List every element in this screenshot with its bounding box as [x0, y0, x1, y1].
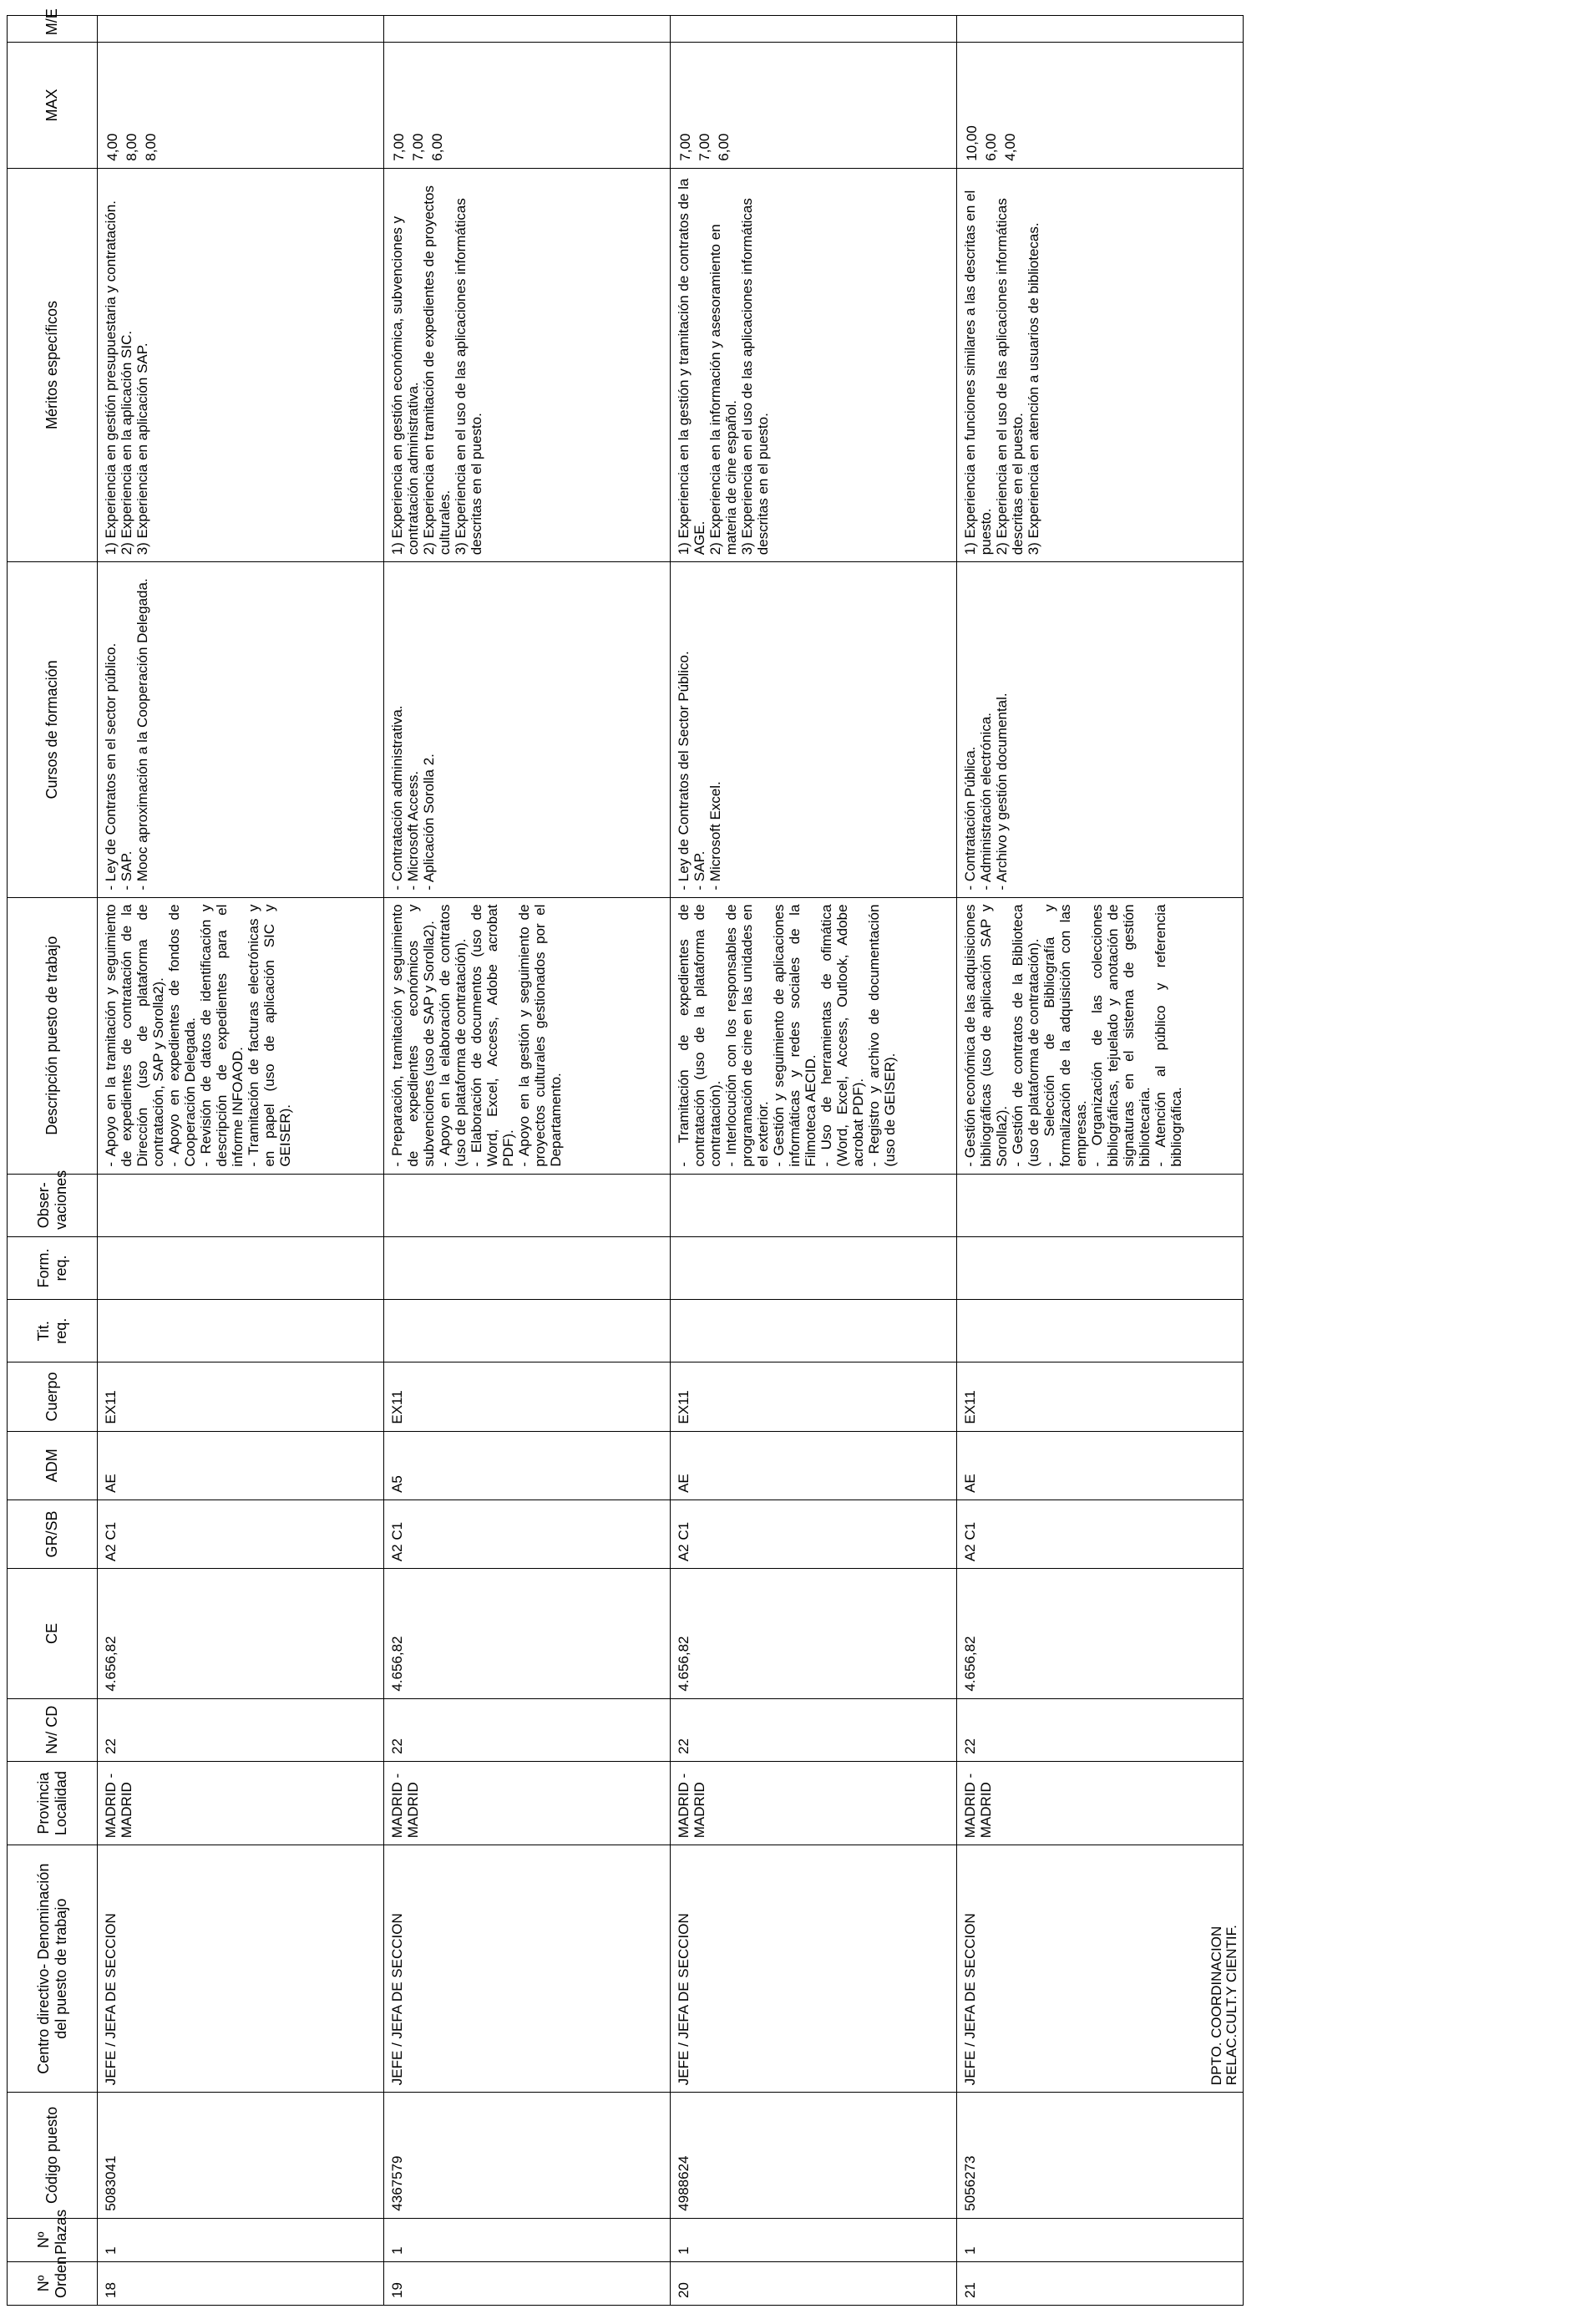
list-item: 3) Experiencia en el uso de las aplicaciones informáticas descritas en el puesto. [453, 198, 484, 556]
table-row [671, 16, 957, 2306]
cell-ce: 4.656,82 [957, 1569, 1244, 1699]
list-item: 1) Experiencia en funciones similares a las descritas en el puesto. [962, 190, 994, 556]
cell-codigo: 5056273 [957, 2093, 1244, 2218]
cell-ce: 4.656,82 [98, 1569, 384, 1699]
cell-max [384, 43, 671, 168]
table-row [98, 16, 384, 2306]
header-ce: CE [8, 1569, 98, 1699]
cell-cuerpo: EX11 [98, 1362, 384, 1431]
job-positions-table [7, 8, 1244, 2306]
header-observaciones: Obser- vaciones [8, 1174, 98, 1236]
list-item: - Ley de Contratos del Sector Público. [676, 651, 692, 891]
cell-adm: AE [957, 1431, 1244, 1499]
max-value: 7,00 [410, 133, 426, 161]
cell-max [671, 43, 957, 168]
cell-adm: AE [98, 1431, 384, 1499]
cell-descripcion [957, 897, 1244, 1174]
list-item: 2) Experiencia en la información y asesoramiento en materia de cine español. [707, 224, 739, 556]
cell-codigo: 4988624 [671, 2093, 957, 2218]
max-value: 4,00 [104, 133, 120, 161]
header-codigo: Código puesto [8, 2093, 98, 2218]
header-grupo: GR/SB [8, 1499, 98, 1568]
list-item: - Ley de Contratos en el sector público. [103, 642, 119, 891]
cell-me [384, 16, 671, 43]
max-value: 7,00 [677, 133, 693, 161]
cell-meritos [957, 168, 1244, 562]
max-value: 7,00 [391, 133, 407, 161]
cell-observaciones [671, 1174, 957, 1236]
max-value: 6,00 [716, 133, 732, 161]
header-meritos: Méritos específicos [8, 168, 98, 562]
header-plazas: Nº Plazas [8, 2218, 98, 2261]
list-item: 1) Experiencia en gestión económica, subvenciones y contratación administrativa. [389, 216, 421, 556]
list-item: - SAP. [119, 850, 134, 891]
cell-cuerpo: EX11 [957, 1362, 1244, 1431]
cell-plazas: 1 [671, 2218, 957, 2261]
list-item: - Microsoft Excel. [707, 781, 723, 891]
cell-adm: A5 [384, 1431, 671, 1499]
cell-plazas: 1 [957, 2218, 1244, 2261]
list-item: - Registro y archivo de documentación (uso de GEISER). [866, 904, 898, 1167]
header-row [8, 16, 98, 2306]
list-item: 2) Experiencia en la aplicación SIC. [119, 330, 134, 556]
list-item: 2) Experiencia en el uso de las aplicaciones informáticas descritas en el puesto. [994, 198, 1026, 556]
puesto-name: JEFE / JEFA DE SECCION [103, 1913, 119, 2086]
cell-orden: 18 [98, 2261, 384, 2305]
list-item: 2) Experiencia en tramitación de expedientes de proyectos culturales. [421, 185, 453, 556]
cell-centro [98, 1845, 384, 2093]
table-row [957, 16, 1244, 2306]
department-name: DPTO. COORDINACION RELAC.CULT.Y CIENTIF. [1208, 1925, 1239, 2086]
header-max: MAX [8, 43, 98, 168]
cell-meritos [671, 168, 957, 562]
header-cursos: Cursos de formación [8, 562, 98, 897]
cell-descripcion [671, 897, 957, 1174]
cell-titulacion [671, 1300, 957, 1362]
cell-nivel: 22 [671, 1698, 957, 1761]
list-item: - Archivo y gestión documental. [994, 693, 1010, 891]
cell-centro [671, 1845, 957, 2093]
list-item: - Apoyo en la tramitación y seguimiento de expedientes de contratación de la Dirección (uso de plataforma de contratación, SAP y Sorolla2). [103, 904, 166, 1167]
cell-observaciones [957, 1174, 1244, 1236]
header-nivel: Nv/ CD [8, 1698, 98, 1761]
list-item: - Selección de Bibliografía y formalización de la adquisición con las empresas. [1041, 904, 1089, 1167]
cell-provincia: MADRID - MADRID [957, 1761, 1244, 1845]
list-item: - Contratación Pública. [962, 746, 978, 891]
cell-grupo: A2 C1 [671, 1499, 957, 1568]
list-item: 1) Experiencia en gestión presupuestaria y contratación. [103, 200, 119, 556]
cell-formacion-req [957, 1236, 1244, 1299]
cell-titulacion [384, 1300, 671, 1362]
list-item: - Gestión y seguimiento de aplicaciones informáticas y redes sociales de la Filmoteca AECID. [771, 904, 818, 1167]
cell-ce: 4.656,82 [671, 1569, 957, 1699]
list-item: - SAP. [692, 850, 707, 891]
cell-orden: 21 [957, 2261, 1244, 2305]
list-item: - Aplicación Sorolla 2. [421, 754, 437, 891]
cell-cursos [384, 562, 671, 897]
cell-observaciones [384, 1174, 671, 1236]
cell-centro [957, 1845, 1244, 2093]
cell-orden: 20 [671, 2261, 957, 2305]
list-item: 3) Experiencia en atención a usuarios de bibliotecas. [1026, 222, 1041, 556]
cell-codigo: 4367579 [384, 2093, 671, 2218]
cell-me [98, 16, 384, 43]
cell-titulacion [98, 1300, 384, 1362]
max-value: 6,00 [429, 133, 445, 161]
cell-me [671, 16, 957, 43]
cell-meritos [384, 168, 671, 562]
list-item: - Administración electrónica. [978, 713, 994, 891]
list-item: - Organización de las colecciones bibliográficas, tejuelado y anotación de signaturas en el sistema de gestión bibliotecaria. [1089, 904, 1153, 1167]
puesto-name: JEFE / JEFA DE SECCION [676, 1913, 692, 2086]
header-adm: ADM [8, 1431, 98, 1499]
cell-centro [384, 1845, 671, 2093]
cell-formacion-req [671, 1236, 957, 1299]
cell-grupo: A2 C1 [957, 1499, 1244, 1568]
list-item: - Apoyo en expedientes de fondos de Cooperación Delegada. [166, 904, 198, 1167]
list-item: 3) Experiencia en aplicación SAP. [134, 343, 150, 556]
cell-grupo: A2 C1 [384, 1499, 671, 1568]
cell-me [957, 16, 1244, 43]
table-row [384, 16, 671, 2306]
cell-adm: AE [671, 1431, 957, 1499]
list-item: - Tramitación de expedientes de contratación (uso de la plataforma de contratación). [676, 904, 723, 1167]
list-item: - Elaboración de documentos (uso de Word, Excel, Access, Adobe acrobat PDF). [469, 904, 516, 1167]
list-item: - Gestión de contratos de la Biblioteca (uso de plataforma de contratación). [1010, 904, 1041, 1167]
list-item: - Tramitación de facturas electrónicas y en papel (uso de aplicación SIC y GEISER). [246, 904, 293, 1167]
list-item: - Microsoft Access. [405, 770, 421, 891]
max-value: 8,00 [124, 133, 139, 161]
cell-provincia: MADRID - MADRID [671, 1761, 957, 1845]
header-cuerpo: Cuerpo [8, 1362, 98, 1431]
max-value: 10,00 [964, 125, 980, 161]
cell-codigo: 5083041 [98, 2093, 384, 2218]
header-descripcion: Descripción puesto de trabajo [8, 897, 98, 1174]
cell-orden: 19 [384, 2261, 671, 2305]
cell-max [98, 43, 384, 168]
cell-plazas: 1 [384, 2218, 671, 2261]
header-centro: Centro directivo- Denominación del puesto de trabajo [8, 1845, 98, 2093]
list-item: - Revisión de datos de identificación y descripción de expedientes para el informe INFOAOD. [198, 904, 246, 1167]
cell-provincia: MADRID - MADRID [98, 1761, 384, 1845]
cell-ce: 4.656,82 [384, 1569, 671, 1699]
header-titulacion: Tit. req. [8, 1300, 98, 1362]
list-item: 1) Experiencia en la gestión y tramitación de contratos de la AGE. [676, 178, 707, 556]
puesto-name: JEFE / JEFA DE SECCION [962, 1913, 978, 2086]
max-value: 7,00 [697, 133, 712, 161]
list-item: - Uso de herramientas de ofimática (Word, Excel, Access, Outlook, Adobe acrobat PDF). [818, 904, 866, 1167]
list-item: - Apoyo en la gestión y seguimiento de proyectos culturales gestionados por el Departamento. [516, 904, 564, 1167]
cell-nivel: 22 [957, 1698, 1244, 1761]
cell-grupo: A2 C1 [98, 1499, 384, 1568]
max-value: 8,00 [143, 133, 159, 161]
list-item: - Gestión económica de las adquisiciones bibliográficas (uso de aplicación SAP y Sorolla2). [962, 904, 1010, 1167]
list-item: - Interlocución con los responsables de programación de cine en las unidades en el exterior. [723, 904, 771, 1167]
list-item: 3) Experiencia en el uso de las aplicaciones informáticas descritas en el puesto. [739, 198, 771, 556]
cell-cursos [957, 562, 1244, 897]
header-provincia: Provincia Localidad [8, 1761, 98, 1845]
cell-plazas: 1 [98, 2218, 384, 2261]
list-item: - Contratación administrativa. [389, 705, 405, 891]
list-item: - Atención al público y referencia bibliográfica. [1153, 904, 1184, 1167]
cell-formacion-req [98, 1236, 384, 1299]
list-item: - Mooc aproximación a la Cooperación Delegada. [134, 578, 150, 891]
cell-cursos [98, 562, 384, 897]
cell-formacion-req [384, 1236, 671, 1299]
cell-cuerpo: EX11 [384, 1362, 671, 1431]
cell-meritos [98, 168, 384, 562]
list-item: - Apoyo en la elaboración de contratos (uso de plataforma de contratación). [437, 904, 469, 1167]
header-formacion-req: Form. req. [8, 1236, 98, 1299]
cell-observaciones [98, 1174, 384, 1236]
cell-nivel: 22 [384, 1698, 671, 1761]
puesto-name: JEFE / JEFA DE SECCION [389, 1913, 405, 2086]
cell-descripcion [384, 897, 671, 1174]
cell-titulacion [957, 1300, 1244, 1362]
cell-provincia: MADRID - MADRID [384, 1761, 671, 1845]
list-item: - Preparación, tramitación y seguimiento de expedientes económicos y subvenciones (uso de SAP y Sorolla2). [389, 904, 437, 1167]
header-me: M/E [8, 16, 98, 43]
max-value: 4,00 [1002, 133, 1018, 161]
cell-descripcion [98, 897, 384, 1174]
cell-cursos [671, 562, 957, 897]
header-orden: Nº Orden [8, 2261, 98, 2305]
cell-cuerpo: EX11 [671, 1362, 957, 1431]
max-value: 6,00 [983, 133, 999, 161]
cell-nivel: 22 [98, 1698, 384, 1761]
cell-max [957, 43, 1244, 168]
